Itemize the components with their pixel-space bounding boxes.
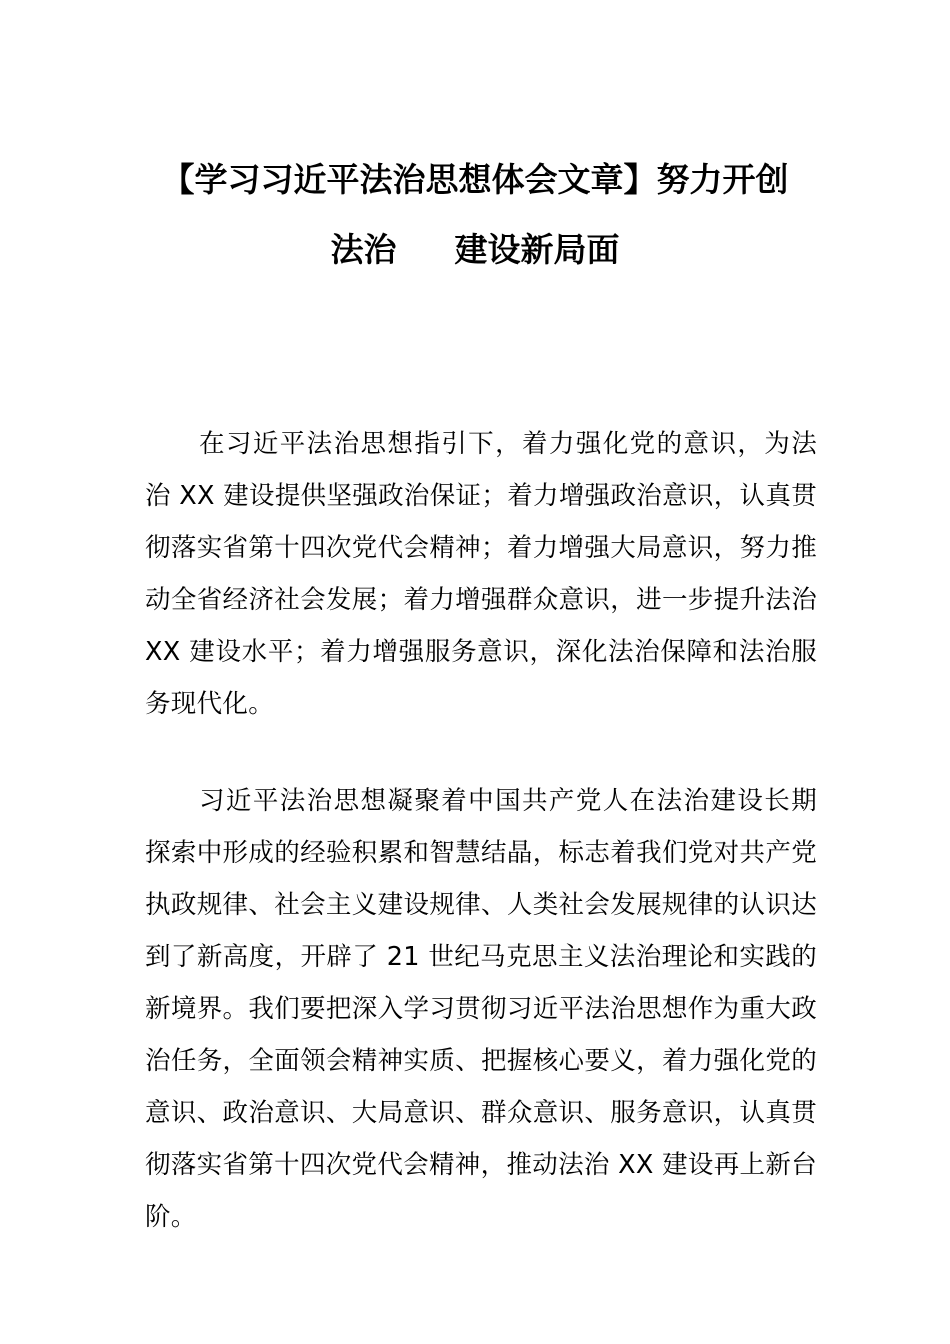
- title-segment-law: 法治: [330, 230, 397, 269]
- document-title-line-2: [0, 230, 950, 270]
- body-paragraph-1: 在习近平法治思想指引下，着力强化党的意识，为法治 XX 建设提供坚强政治保证；着力增强政治意识，认真贯彻落实省第十四次党代会精神；着力增强大局意识，努力推动全省经济社会发展；着力增强群众意识，进一步提升法治 XX 建设水平；着力增强服务意识，深化法治保障和法治服务现代化。: [145, 429, 817, 719]
- title-segment-new-situation: 建设新局面: [454, 230, 620, 269]
- body-paragraph-2: 习近平法治思想凝聚着中国共产党人在法治建设长期探索中形成的经验积累和智慧结晶，标志着我们党对共产党执政规律、社会主义建设规律、人类社会发展规律的认识达到了新高度，开辟了 21 世纪马克思主义法治理论和实践的新境界。我们要把深入学习贯彻习近平法治思想作为重大政治任务，全面领会精神实质、把握核心要义，着力强化党的意识、政治意识、大局意识、群众意识、服务意识，认真贯彻落实省第十四次党代会精神，推动法治 XX 建设再上新台阶。: [145, 786, 817, 1232]
- document-title-line-1: 【学习习近平法治思想体会文章】努力开创: [161, 160, 789, 199]
